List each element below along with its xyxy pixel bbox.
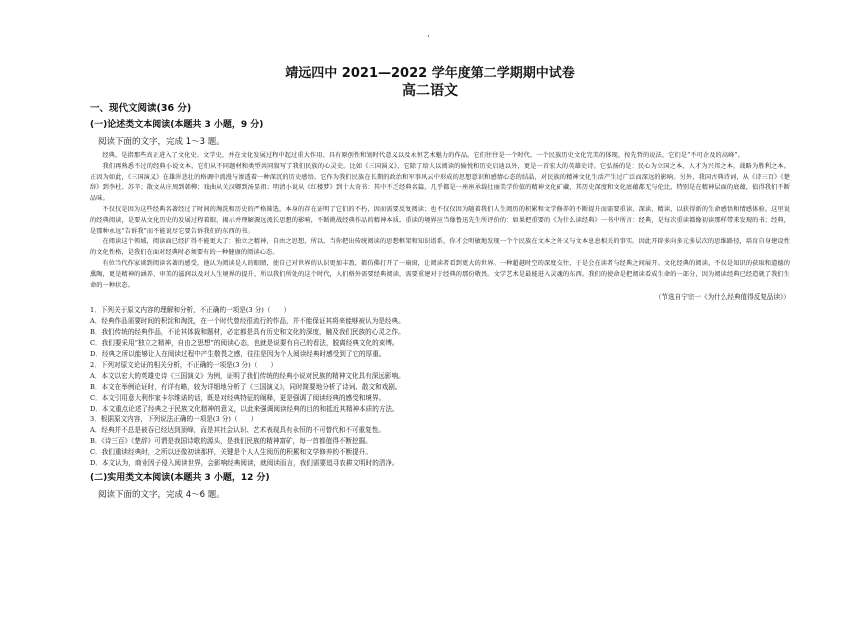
passage <box>90 151 790 291</box>
part1-heading: (一)论述类文本阅读(本题共 3 小题，9 分) <box>90 120 264 130</box>
question-option: B．我们传统的经典作品，不论其体裁和题材，必定都是具有历史和文化的深度，触及我们民族的心灵之作。 <box>90 328 405 337</box>
question-stem: 1．下列关于原文内容的理解和分析，不正确的一项是(3 分)（ ） <box>90 306 291 315</box>
passage-paragraph: 在阅读这个领域，阅读面已经扩得不能更大了：独立之精神，自由之思想，所以，当你把出传统阅读的思想框架和知识谱系，你才会明敏地发现一个个民族在文本之外又与文本息息相关的事实。因此开辟多向多元多层次的思维路径，培育自身建设性的文化性格，是我们在面对经典时必须要有的一种健康的阅读心态。 <box>90 238 790 257</box>
question-stem: 3．根据原文内容，下列说法正确的一项是(3 分)（ ） <box>90 415 258 424</box>
page-dot: · <box>427 32 430 42</box>
passage-paragraph: 经典，是指那些真正进入了文化史、文学史，并在文化发展过程中起过重大作用、具有原创性和划时代意义以及永恒艺术魅力的作品。它们往往是一个时代、一个民族历史文化完美的体现，按先哲的说法，它们是“不可企及的高峰”。 <box>102 152 744 159</box>
question-stem: 2．下列对原文论证的相关分析，不正确的一项是(3 分)（ ） <box>90 360 278 369</box>
question-3 <box>90 414 790 469</box>
question-1 <box>90 305 790 360</box>
question-option: D．本文重点论述了经典之于民族文化精神的意义，以此来强调阅读经典的目的和抵近其精神本质的方法。 <box>90 404 399 413</box>
question-option: B．本文在举例论证时，有详有略，较为详细地分析了《三国演义》，同时简要地分析了诗词、散文和戏剧。 <box>90 382 402 391</box>
question-option: D．经典之所以能够让人在阅读过程中产生敬畏之感，往往是因为个人阅读经典时感受到了它的厚重。 <box>90 349 386 358</box>
question-option: C．我们要采用“独立之精神，自由之思想”的阅读心态，也就是说要有自己的看法，脱离经典文化的束缚。 <box>90 339 399 348</box>
question-option: B．《诗三百》《楚辞》可谓是我国诗歌的源头，是我们民族的精神富矿，每一首都值得不断挖掘。 <box>90 437 372 446</box>
passage-paragraph: 有位当代作家谈到阅读名著的感受，他认为阅读是人的眼睛，使自己对世界的认识更加丰盈，都仿佛打开了一扇窗，让阅读者看到更大的世界。一种超越时空的深度交往，于是会在读者与经典之间展开。文化经典的阅读，不仅是知识的获取和道德的熏陶，更是精神的涵养、审美的滋润以及对人生境界的提升，所以我们所处的这个时代，人们格外需要经典阅读，需要重建对于经典的那份敬畏。文学艺术是最能进入灵魂的东西。我们的使命是把阅读看成生命的一部分，因为阅读经典已经造就了我们生命的一种状态。 <box>90 259 790 289</box>
question-option: D．本文认为，商业因子侵入阅读世界，会影响经典阅读，就阅读而言，我们需要追寻农耕文明时的清净。 <box>90 459 399 468</box>
question-option: A．经典作品需要时间的积淀和淘洗，在一个时代曾经很流行的作品，并不能保证其将来能够被认为是经典。 <box>90 317 405 326</box>
part1-instruction: 阅读下面的文字，完成 1～3 题。 <box>98 137 225 147</box>
exam-content <box>90 100 790 504</box>
part2-instruction: 阅读下面的文字，完成 4～6 题。 <box>98 489 225 500</box>
question-2 <box>90 360 790 415</box>
question-option: A．本文以宏大的英雄史诗《三国演义》为例，证明了我们传统的经典小说对民族的精神文化具有深远影响。 <box>90 371 405 380</box>
passage-paragraph: 我们再熟悉不过的经典小说文本，它们从不同题材和类型共同叙写了我们民族的心灵史。比如《三国演义》，它除了给人以阅读的愉悦和历史启迪以外，更是一首宏大的英雄史诗。它弘扬的是：民心为立国之本，人才为兴邦之本，战略为胜利之本。正因为如此，《三国演义》在雄浑悲壮的格调中流漫与渗透着一种深沉的历史感悟。它作为我们民族在长期的政治和军事风云中形成的思想意识和感情心态的结晶，对民族的精神文化生活产生过广泛而深远的影响。另外，我国古典诗词，从《诗三百》《楚辞》到李杜、苏辛；散文从庄周到韩柳；戏曲从关汉卿到汤显祖；明清小说从《红楼梦》到十大奇书：其中不乏经典名篇，几乎都是一座座承载壮丽美学价值的精神文化矿藏，其历史深度和文化底蕴都无与伦比，特别是在精神层面的底蕴，值得我们不断品味。 <box>90 162 790 203</box>
section-heading: 一、现代文阅读(36 分) <box>90 103 192 114</box>
question-option: C．我们重读经典时，之所以还像初读那样，关键是个人人生阅历的积累和文学修养的不断提升。 <box>90 448 372 457</box>
passage-source: （节选自宁宗一《为什么经典值得反复品读》） <box>654 293 790 302</box>
passage-paragraph: 不仅仅是因为这些经典名著经过了时间的淘洗和历史的严格筛选，本身的存在证明了它们的不朽，因而需要反复阅读；也不仅仅因为随着我们人生阅历的积累和文学修养的不断提升而需要重读、深读、精读，以获得新的生命感悟和情感体验。这里说的经典阅读，是要从文化历史的发展过程着眼，揭示并理解源远流长思想的影响，不断挑战经典作品的精神本质。重读的境界应当像鲁迅先生所评价的：如果把重要的《为什么读经典》一书中所言：经典，是每次重读都像初读那样带来发现的书；经典，是那种永远“告诉我”而不能说尽它要告诉我们的东西的书。 <box>90 205 790 235</box>
exam-subtitle: 高二语文 <box>402 83 458 99</box>
question-option: C．本文引用意大利作家卡尔维诺的话，既是对经典特征的阐释，更是强调了阅读经典的感受和境界。 <box>90 393 386 402</box>
part2-heading: (二)实用类文本阅读(本题共 3 小题，12 分) <box>90 472 270 483</box>
question-option: A．经典并不总是被吞已经达到顶峰，而是其社会认识、艺术表现具有永恒的不可替代和不可重复性。 <box>90 426 385 435</box>
exam-title: 靖远四中 2021—2022 学年度第二学期期中试卷 <box>285 66 575 81</box>
